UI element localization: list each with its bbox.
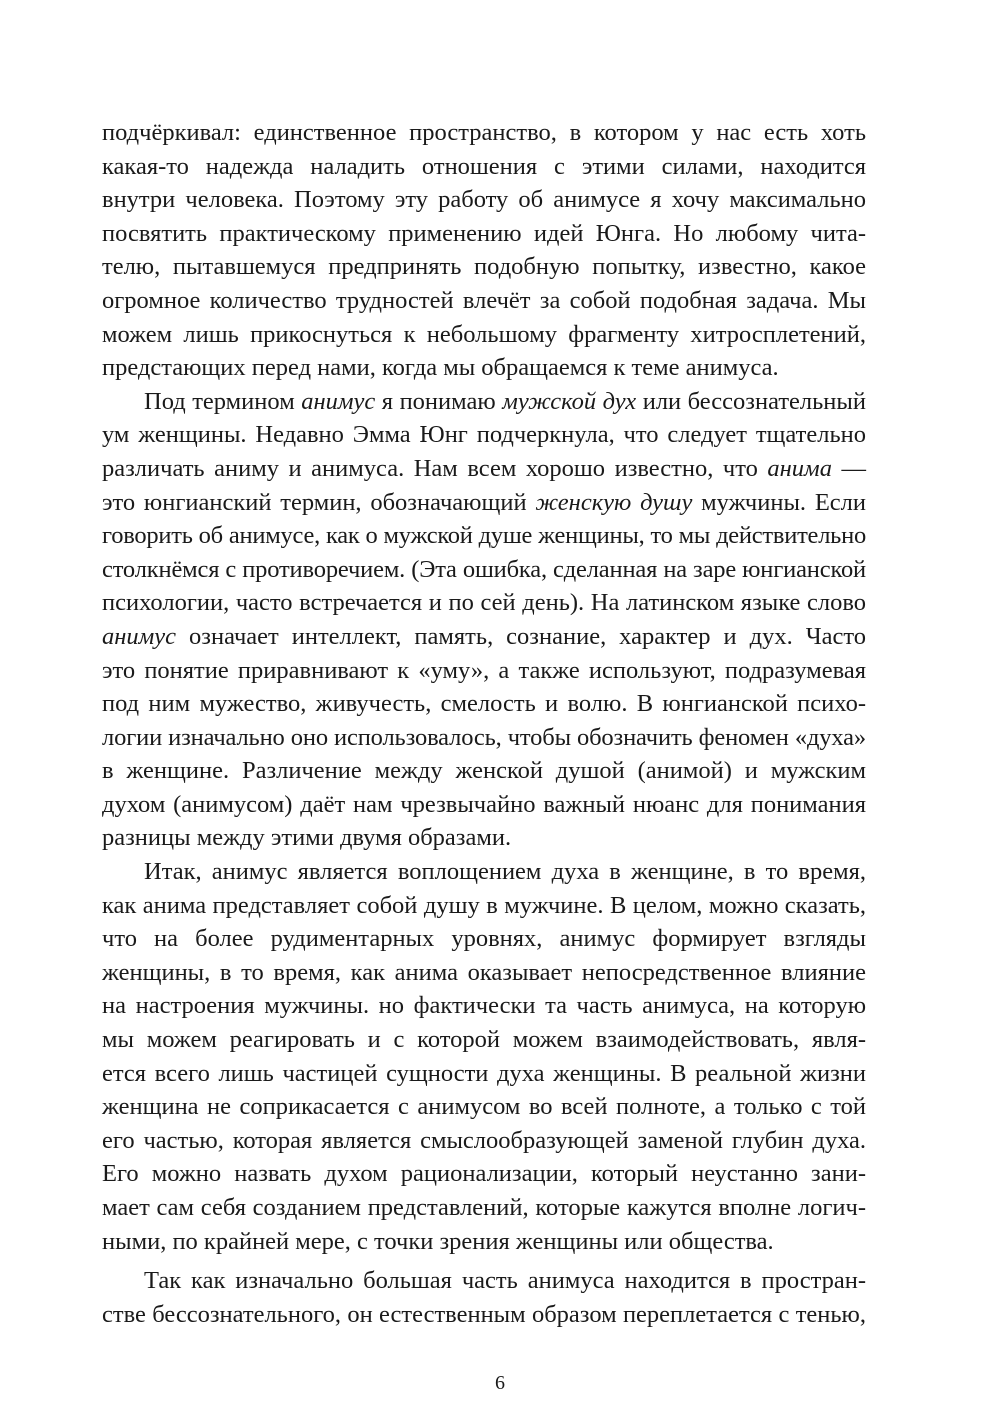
text-segment: какая-то надежда наладить отношения с этими силами, находится	[102, 152, 866, 180]
text-line	[102, 687, 866, 721]
paragraph	[102, 855, 866, 1258]
italic-term: анимус	[301, 387, 376, 415]
text-line	[102, 1090, 866, 1124]
text-line	[102, 418, 866, 452]
text-line	[102, 821, 866, 855]
text-segment: я понимаю	[375, 387, 503, 415]
text-line	[102, 788, 866, 822]
italic-term: мужской дух	[502, 387, 637, 415]
paragraph	[102, 1264, 866, 1331]
text-segment: как анима представляет собой душу в мужчине. В целом, можно сказать,	[102, 891, 866, 919]
text-segment: Его можно назвать духом рационализации, который неустанно зани-	[102, 1160, 866, 1188]
text-segment: логии изначально оно использовалось, чтобы обозначить феномен «духа»	[102, 723, 866, 751]
text-line	[102, 989, 866, 1023]
text-segment: говорить об анимусе, как о мужской душе женщины, то мы действительно	[102, 522, 866, 550]
text-segment: ными, по крайней мере, с точки зрения женщины или общества.	[102, 1227, 774, 1255]
text-segment: это юнгианский термин, обозначающий	[102, 488, 536, 516]
text-line	[102, 654, 866, 688]
text-line	[102, 889, 866, 923]
text-line	[102, 754, 866, 788]
text-line	[102, 620, 866, 654]
text-line	[102, 1264, 866, 1298]
paragraph	[102, 116, 866, 385]
text-line	[102, 553, 866, 587]
text-line	[102, 922, 866, 956]
text-line	[102, 1057, 866, 1091]
text-segment: столкнёмся с противоречием. (Эта ошибка, сделанная на заре юнгианской	[102, 555, 866, 583]
text-line	[102, 855, 866, 889]
text-segment: Итак, анимус является воплощением духа в женщине, в то время,	[144, 858, 866, 886]
text-segment: предстающих перед нами, когда мы обращаемся к теме анимуса.	[102, 354, 779, 382]
text-line	[102, 486, 866, 520]
text-line	[102, 116, 866, 150]
text-segment: Под термином	[144, 387, 302, 415]
text-segment: на настроения мужчины. но фактически та часть анимуса, на которую	[102, 992, 866, 1020]
text-line	[102, 284, 866, 318]
text-segment: мы можем реагировать и с которой можем взаимодействовать, явля-	[102, 1026, 866, 1054]
text-line	[102, 250, 866, 284]
text-segment: внутри человека. Поэтому эту работу об анимусе я хочу максимально	[102, 186, 866, 214]
italic-term: анима	[767, 454, 832, 482]
italic-term: женскую душу	[535, 488, 693, 516]
text-line	[102, 1191, 866, 1225]
text-segment: под ним мужество, живучесть, смелость и волю. В юнгианской психо-	[102, 690, 866, 718]
text-segment: психологии, часто встречается и по сей день). На латинском языке слово	[102, 589, 866, 617]
text-segment: мает сам себя созданием представлений, которые кажутся вполне логич-	[102, 1194, 866, 1221]
text-segment: ется всего лишь частицей сущности духа женщины. В реальной жизни	[102, 1059, 866, 1087]
text-segment: это понятие приравнивают к «уму», а также используют, подразумевая	[102, 656, 866, 684]
text-segment: или бессознательный	[636, 387, 866, 415]
text-line	[102, 183, 866, 217]
text-line	[102, 519, 866, 553]
text-line	[102, 351, 866, 385]
text-line	[102, 1225, 866, 1259]
text-segment: в женщине. Различение между женской душой (анимой) и мужским	[102, 757, 866, 785]
text-segment: ум женщины. Недавно Эмма Юнг подчеркнула, что следует тщательно	[102, 421, 866, 449]
text-segment: мужчины. Если	[692, 488, 867, 516]
text-body	[102, 116, 866, 1331]
text-line	[102, 217, 866, 251]
text-line	[102, 956, 866, 990]
text-line	[102, 1124, 866, 1158]
text-line	[102, 150, 866, 184]
text-segment: различать аниму и анимуса. Нам всем хорошо известно, что	[102, 454, 768, 482]
text-segment: духом (анимусом) даёт нам чрезвычайно важный нюанс для понимания	[102, 790, 866, 818]
text-segment: —	[831, 454, 866, 482]
text-segment: означает интеллект, память, сознание, характер и дух. Часто	[176, 622, 866, 650]
text-line	[102, 452, 866, 486]
text-segment: женщина не соприкасается с анимусом во всей полноте, а только с той	[102, 1093, 866, 1121]
text-segment: телю, пытавшемуся предпринять подобную попытку, известно, какое	[102, 253, 866, 281]
text-line	[102, 318, 866, 352]
text-segment: стве бессознательного, он естественным образом переплетается с тенью,	[102, 1300, 866, 1328]
text-line	[102, 385, 866, 419]
text-segment: посвятить практическому применению идей Юнга. Но любому чита-	[102, 219, 866, 247]
italic-term: анимус	[102, 622, 177, 650]
text-line	[102, 721, 866, 755]
text-segment: огромное количество трудностей влечёт за собой подобная задача. Мы	[102, 286, 866, 314]
text-segment: что на более рудиментарных уровнях, анимус формирует взгляды	[102, 925, 866, 953]
text-segment: можем лишь прикоснуться к небольшому фрагменту хитросплетений,	[102, 320, 866, 348]
text-segment: подчёркивал: единственное пространство, в котором у нас есть хоть	[102, 119, 866, 146]
text-segment: Так как изначально большая часть анимуса находится в простран-	[144, 1267, 866, 1295]
text-line	[102, 586, 866, 620]
text-segment: разницы между этими двумя образами.	[102, 824, 512, 852]
text-segment: его частью, которая является смыслообразующей заменой глубин духа.	[102, 1126, 866, 1154]
text-line	[102, 1157, 866, 1191]
page-body	[102, 116, 866, 1331]
text-line	[102, 1023, 866, 1057]
page-number: 6	[495, 1372, 505, 1394]
text-line	[102, 1298, 866, 1332]
paragraph	[102, 385, 866, 855]
text-segment: женщины, в то время, как анима оказывает непосредственное влияние	[102, 958, 866, 986]
